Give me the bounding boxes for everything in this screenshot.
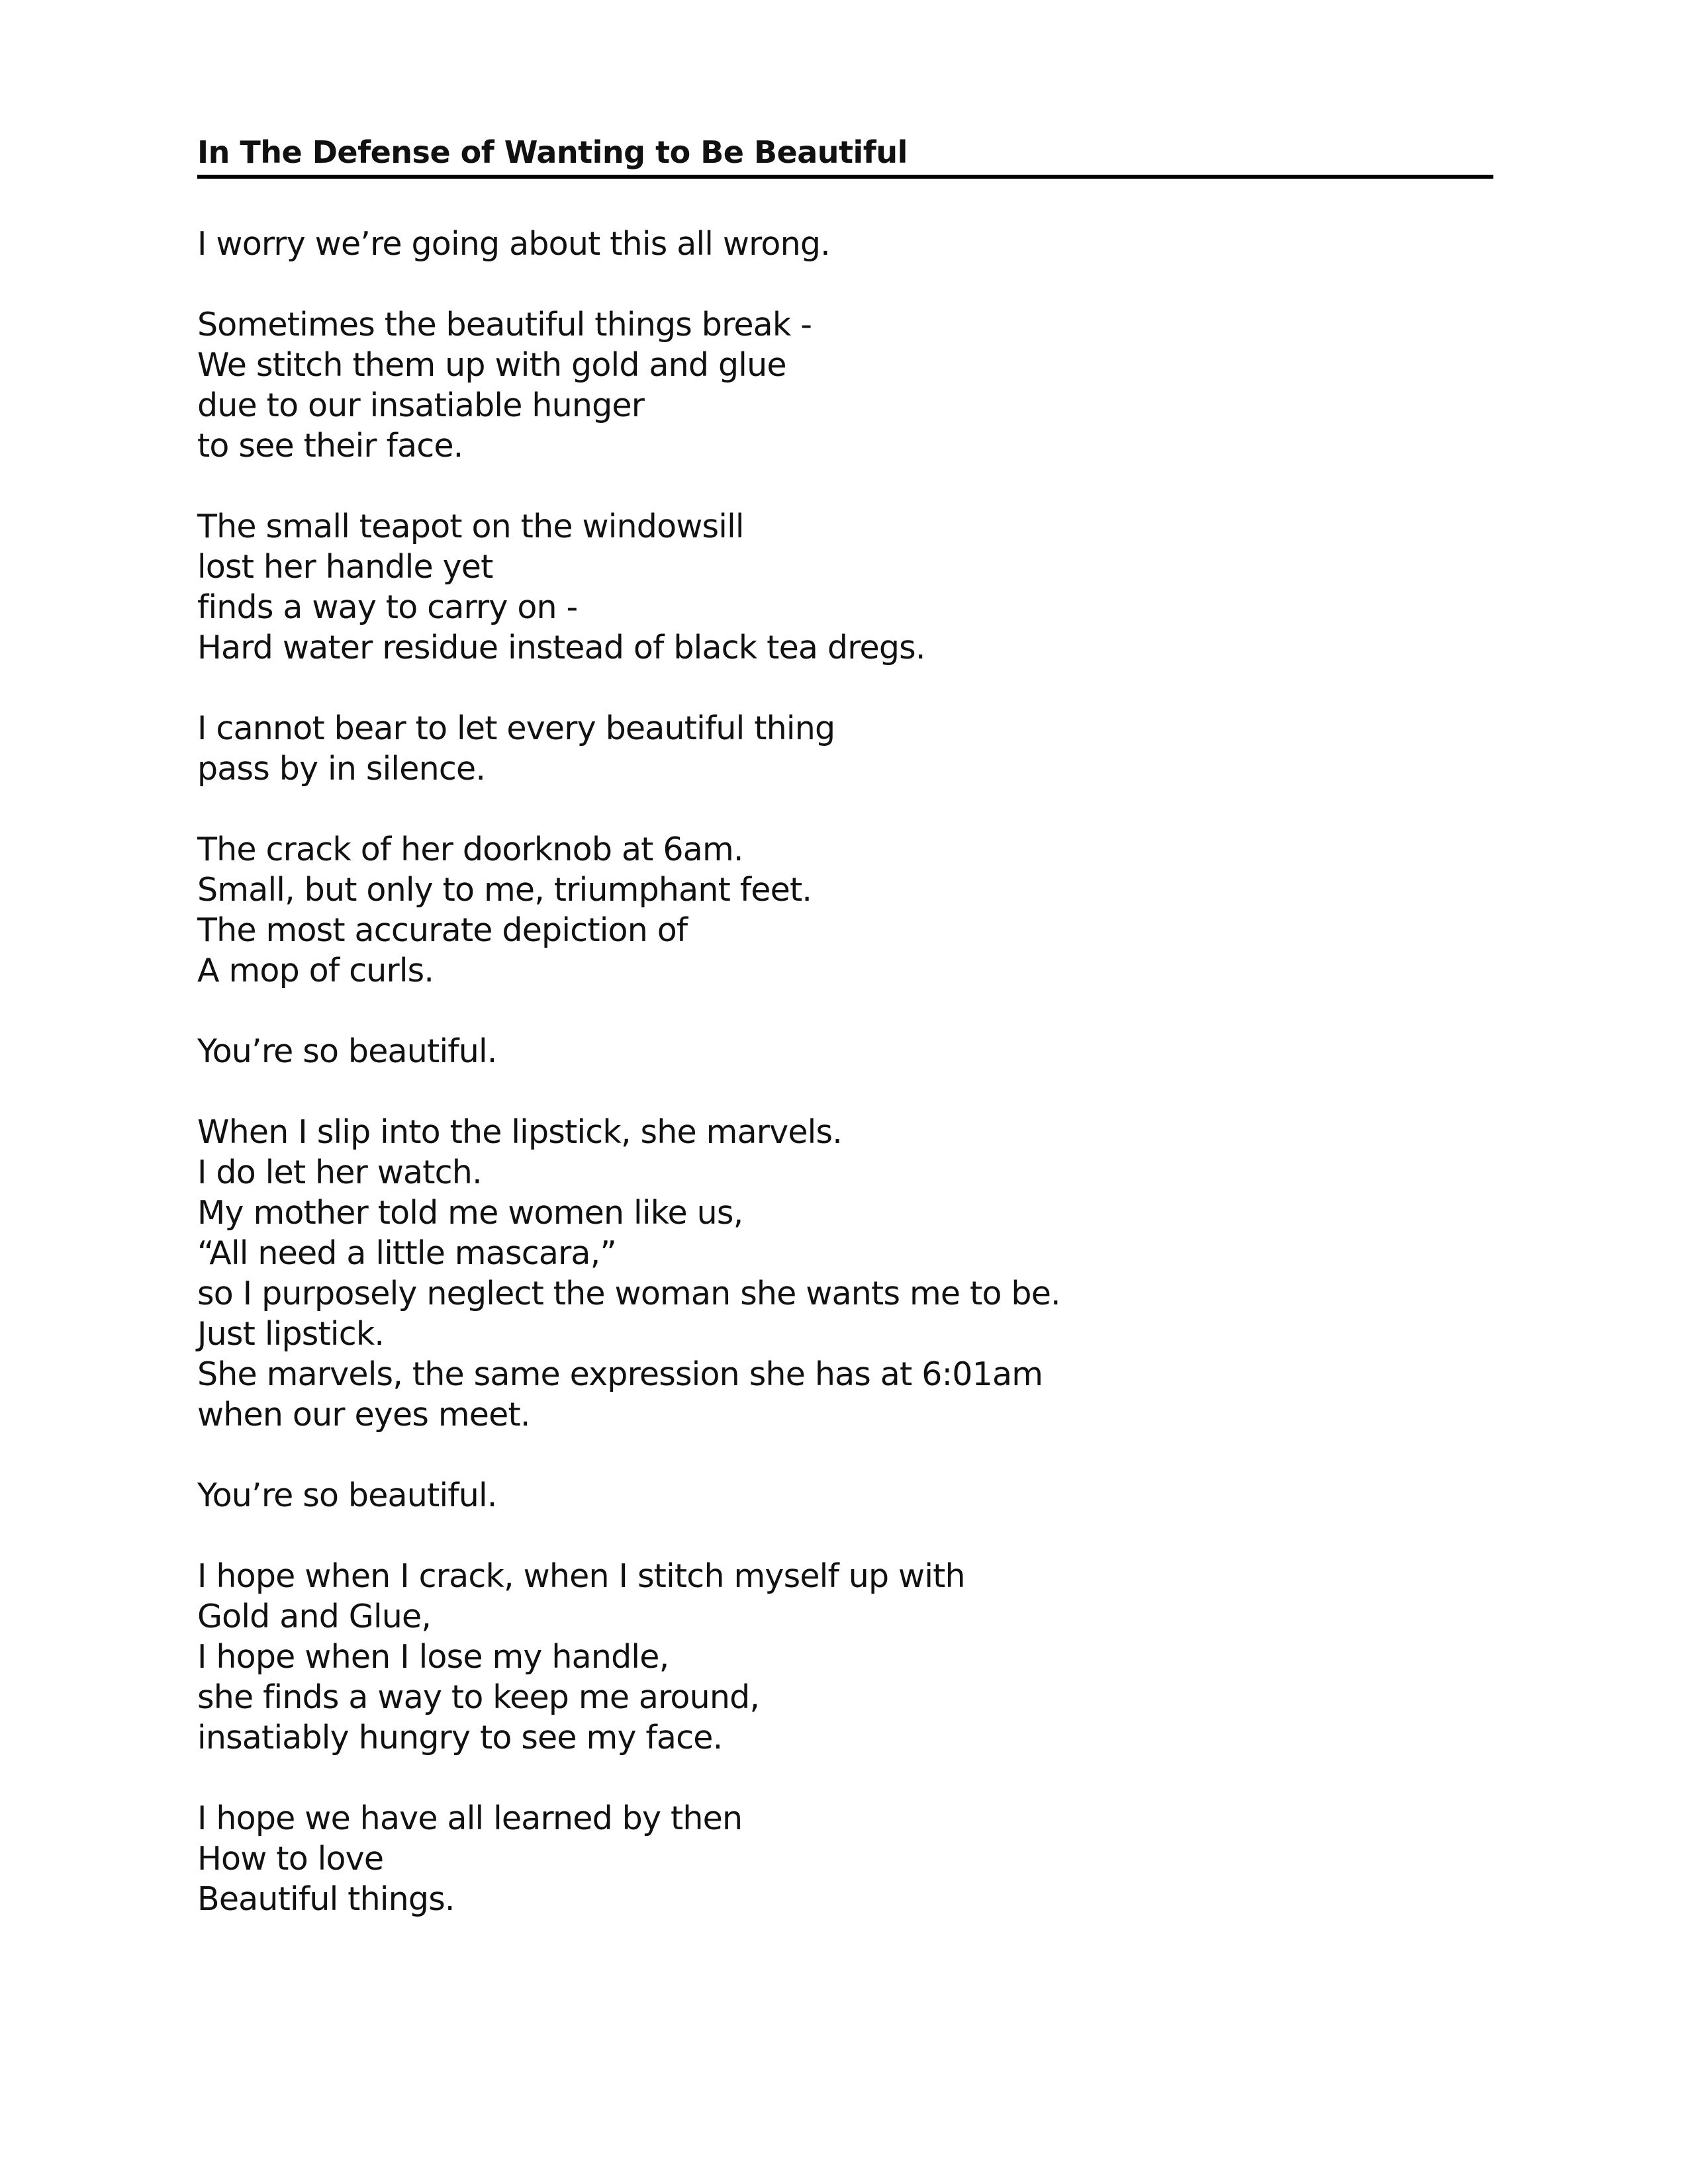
poem-line: Hard water residue instead of black tea dregs. (197, 629, 925, 666)
poem-page (197, 132, 1493, 1960)
poem-line: lost her handle yet (197, 548, 493, 586)
stanza-4 (197, 708, 1493, 789)
poem-line: so I purposely neglect the woman she wants me to be. (197, 1275, 1060, 1312)
poem-line: How to love (197, 1840, 384, 1878)
poem-line: when our eyes meet. (197, 1396, 530, 1433)
poem-line: She marvels, the same expression she has at 6:01am (197, 1355, 1043, 1393)
poem-line: to see their face. (197, 427, 463, 465)
poem-line: We stitch them up with gold and glue (197, 346, 786, 384)
poem-line: You’re so beautiful. (197, 1032, 497, 1070)
poem-title: In The Defense of Wanting to Be Beautiful (197, 132, 1493, 179)
stanza-2 (197, 304, 1493, 466)
poem-line: The small teapot on the windowsill (197, 508, 744, 545)
poem-line: The crack of her doorknob at 6am. (197, 831, 743, 868)
stanza-7 (197, 1112, 1493, 1435)
poem-line: I do let her watch. (197, 1154, 482, 1191)
stanza-9 (197, 1556, 1493, 1758)
poem-line: I cannot bear to let every beautiful thing (197, 709, 835, 747)
stanza-10 (197, 1798, 1493, 1919)
poem-line: Beautiful things. (197, 1880, 455, 1918)
stanza-3 (197, 506, 1493, 668)
poem-line: When I slip into the lipstick, she marvels. (197, 1113, 843, 1151)
poem-line: I hope when I crack, when I stitch myself up with (197, 1557, 965, 1595)
poem-line: Sometimes the beautiful things break - (197, 306, 812, 343)
poem-line: I worry we’re going about this all wrong. (197, 225, 830, 263)
stanza-1 (197, 224, 1493, 264)
poem-line: I hope we have all learned by then (197, 1799, 743, 1837)
poem-line: pass by in silence. (197, 750, 486, 788)
poem-line: My mother told me women like us, (197, 1194, 743, 1232)
poem-line: “All need a little mascara,” (197, 1234, 616, 1272)
poem-body (197, 224, 1493, 1919)
poem-line: Gold and Glue, (197, 1598, 432, 1635)
stanza-8 (197, 1475, 1493, 1516)
poem-line: Just lipstick. (197, 1315, 385, 1353)
poem-line: insatiably hungry to see my face. (197, 1719, 723, 1756)
poem-line: The most accurate depiction of (197, 911, 688, 949)
poem-line: A mop of curls. (197, 952, 434, 989)
poem-line: I hope when I lose my handle, (197, 1638, 669, 1676)
poem-line: she finds a way to keep me around, (197, 1678, 760, 1716)
stanza-5 (197, 829, 1493, 991)
poem-line: You’re so beautiful. (197, 1477, 497, 1514)
poem-line: due to our insatiable hunger (197, 387, 645, 424)
poem-line: Small, but only to me, triumphant feet. (197, 871, 812, 909)
poem-line: finds a way to carry on - (197, 588, 578, 626)
stanza-6 (197, 1031, 1493, 1071)
